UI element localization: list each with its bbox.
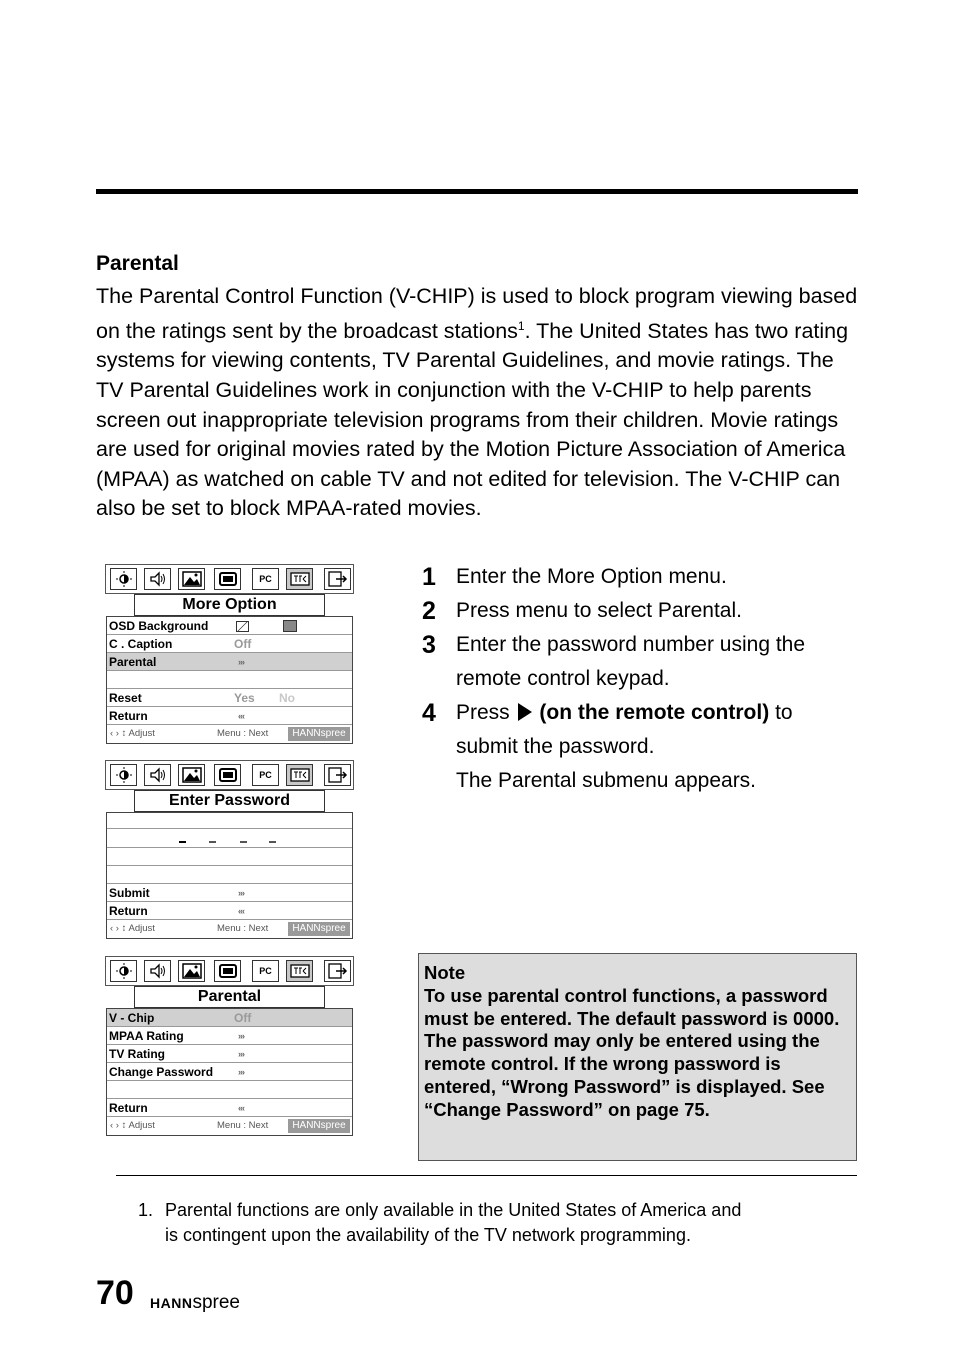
brightness-icon[interactable] [110, 568, 137, 590]
intro-paragraph: The Parental Control Function (V-CHIP) is used to block program viewing based on the ratings sent by the broadcast stations$^1$. The United States has two rating systems for viewing contents, TV Parental Guidelines, and movie ratings. The TV Parental Guidelines work in conjunction with the V-CHIP to help parents screen out inappropriate television programs from their children. Movie ratings are used for original movies rated by the Motion Picture Association of America (MPAA) as watched on cable TV and not edited for television. The V-CHIP can also be set to block MPAA-rated movies. [96, 284, 858, 521]
reset-no[interactable]: No [279, 691, 295, 705]
section-heading: Parental [96, 252, 179, 275]
tv-icon[interactable] [214, 764, 241, 786]
osd-menu-body [106, 812, 353, 939]
picture-icon[interactable] [178, 764, 205, 786]
tv-icon[interactable] [214, 568, 241, 590]
menu-item-return[interactable]: Return ‹‹‹ [107, 707, 352, 725]
menu-item-c-caption[interactable]: C . Caption Off [107, 635, 352, 653]
left-arrows-icon: ‹‹‹ [238, 1103, 244, 1113]
c-caption-value: Off [234, 637, 252, 651]
right-arrows-icon: ››› [238, 888, 244, 898]
osd-icon-bar [105, 564, 354, 594]
menu-item-return[interactable]: Return ‹‹‹ [107, 1099, 352, 1117]
osd-footer: ‹ › ↕ Adjust Menu : Next HANNspree [107, 1117, 352, 1135]
adjust-arrows-icon: ‹ › ↕ [110, 1120, 127, 1131]
note-body: To use parental control functions, a password must be entered. The default password is 0000. The password may only be entered using the remote control. If the wrong password is entered, “Wrong Password” is displayed. See “Change Password” on page 75. [424, 984, 840, 1120]
osd-footer: ‹ › ↕ Adjust Menu : Next HANNspree [107, 920, 352, 938]
menu-item-change-password[interactable]: Change Password ››› [107, 1063, 352, 1081]
right-arrows-icon: ››› [238, 657, 244, 667]
osd-enter-password-panel [105, 760, 354, 939]
adjust-arrows-icon: ‹ › ↕ [110, 923, 127, 934]
osd-menu-body [106, 616, 353, 744]
menu-item-v-chip[interactable]: V - Chip Off [107, 1009, 352, 1027]
menu-item-submit[interactable]: Submit ››› [107, 884, 352, 902]
adjust-arrows-icon: ‹ › ↕ [110, 728, 127, 739]
pc-icon[interactable]: PC [252, 764, 279, 786]
brightness-icon[interactable] [110, 960, 137, 982]
right-arrows-icon: ››› [238, 1067, 244, 1077]
password-input[interactable] [107, 813, 352, 848]
play-arrow-icon [518, 703, 532, 721]
osd-footer: ‹ › ↕ Adjust Menu : Next HANNspree [107, 725, 352, 743]
audio-icon[interactable] [144, 764, 171, 786]
picture-icon[interactable] [178, 568, 205, 590]
right-arrows-icon: ››› [238, 1031, 244, 1041]
exit-icon[interactable] [324, 568, 351, 590]
menu-blank-row [107, 848, 352, 866]
menu-blank-row [107, 671, 352, 689]
menu-item-reset[interactable]: Reset Yes No [107, 689, 352, 707]
exit-icon[interactable] [324, 960, 351, 982]
top-rule [96, 189, 858, 194]
osd-more-option-panel [105, 564, 354, 744]
menu-blank-row [107, 866, 352, 884]
footnote-ref: 1 [517, 318, 525, 333]
more-option-icon[interactable] [286, 960, 313, 982]
osd-bg-opaque-icon[interactable] [283, 620, 297, 632]
password-digit-2[interactable] [209, 841, 216, 843]
hannspree-logo: HANNspree [288, 1119, 350, 1133]
more-option-icon[interactable] [286, 764, 313, 786]
brand-logo: HANNspree [150, 1292, 240, 1313]
reset-yes[interactable]: Yes [234, 691, 255, 705]
more-option-icon[interactable] [286, 568, 313, 590]
menu-item-osd-background[interactable]: OSD Background [107, 617, 352, 635]
menu-blank-row [107, 1081, 352, 1099]
menu-item-return[interactable]: Return ‹‹‹ [107, 902, 352, 920]
tv-icon[interactable] [214, 960, 241, 982]
osd-icon-bar [105, 760, 354, 790]
page-number: 70 [96, 1274, 134, 1312]
osd-title: Enter Password [134, 790, 325, 812]
left-arrows-icon: ‹‹‹ [238, 906, 244, 916]
v-chip-value: Off [234, 1011, 252, 1025]
left-arrows-icon: ‹‹‹ [238, 711, 244, 721]
audio-icon[interactable] [144, 960, 171, 982]
password-digit-4[interactable] [269, 841, 276, 843]
osd-title: More Option [134, 594, 325, 616]
hannspree-logo: HANNspree [288, 727, 350, 741]
osd-parental-panel [105, 956, 354, 1136]
password-digit-1[interactable] [179, 841, 186, 843]
brightness-icon[interactable] [110, 764, 137, 786]
osd-bg-transparent-icon[interactable] [236, 621, 249, 632]
picture-icon[interactable] [178, 960, 205, 982]
menu-item-tv-rating[interactable]: TV Rating ››› [107, 1045, 352, 1063]
hannspree-logo: HANNspree [288, 922, 350, 936]
osd-menu-body [106, 1008, 353, 1136]
password-digit-3[interactable] [240, 841, 247, 843]
audio-icon[interactable] [144, 568, 171, 590]
note-box [418, 953, 857, 1161]
osd-icon-bar [105, 956, 354, 986]
menu-item-parental[interactable]: Parental ››› [107, 653, 352, 671]
pc-icon[interactable]: PC [252, 960, 279, 982]
note-title: Note [424, 962, 466, 983]
osd-title: Parental [134, 986, 325, 1008]
exit-icon[interactable] [324, 764, 351, 786]
pc-icon[interactable]: PC [252, 568, 279, 590]
right-arrows-icon: ››› [238, 1049, 244, 1059]
footnote-rule [116, 1175, 857, 1176]
menu-item-mpaa-rating[interactable]: MPAA Rating ››› [107, 1027, 352, 1045]
